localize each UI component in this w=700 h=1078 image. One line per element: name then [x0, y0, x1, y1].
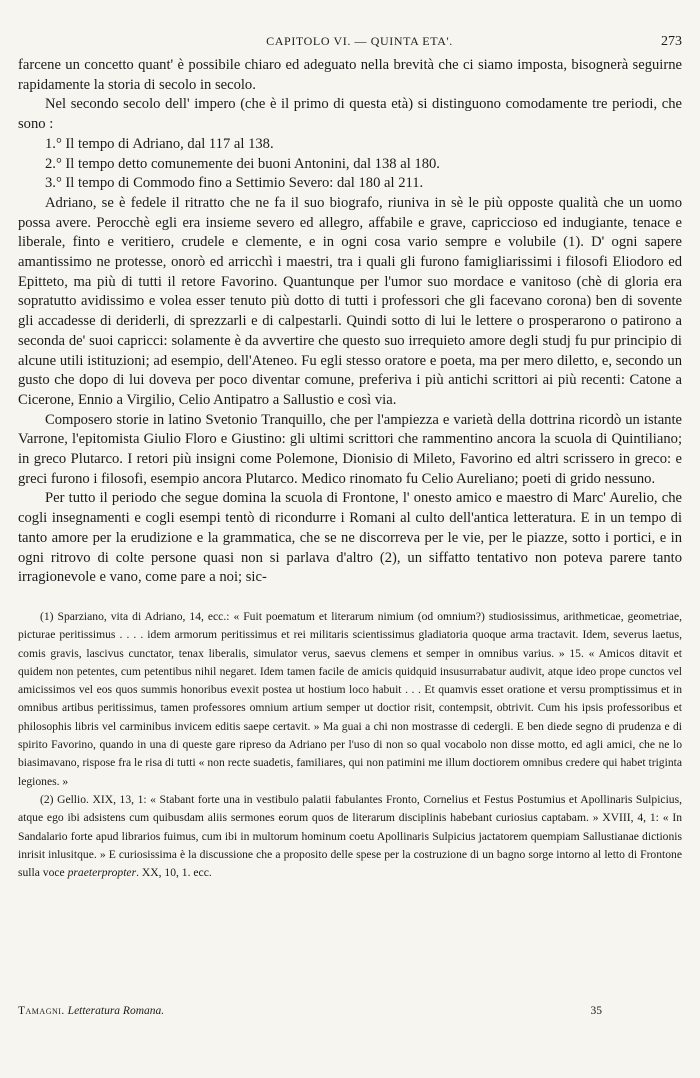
footnote-1: (1) Sparziano, vita di Adriano, 14, ecc.: « Fuit poematum et literarum nimium (od omnium?) studiosissimus, arithmeticae, geometriae, picturae peritissimus . . . . idem armorum peritissimus et rei militaris scientissimus gladiatoria quoque arma tractavit. Idem, severus laetus, comis gravis, lascivus cunctator, tenax liberalis, simulator verus, saevus clemens et semper in omnibus varius. » 15. « Amicos ditavit et quidem non petentes, cum petentibus nihil negaret. Idem tamen facile de amicis quidquid insusurrabatur audivit, atque ideo prope cunctos vel amicissimos vel eos quos summis honoribus evexit postea ut hostium loco habuit . . . Et quamvis esset oratione et versu promptissimus et in omnibus artibus peritissimus, tamen professores omnium artium semper ut doctior risit, contempsit, obtrivit. Cum his ipsis professoribus et philosophis libris vel carminibus invicem editis saepe certavit. » Ma guai a chi non mostrasse di cedergli. E ben diede segno di prudenza e di spirito Favorino, quando in una di queste gare ripreso da Adriano per l'uso di non so qual vocabolo non disse motto, ed agli amici, che ne lo biasimavano, rispose fra le risa di tutti « non recte suadetis, familiares, qui non patimini me illum doctiorem omnibus credere qui habet triginta legiones. »: [18, 609, 682, 788]
book-credit: [18, 1005, 164, 1017]
page-header: [18, 34, 682, 56]
author-name: Tamagni.: [18, 1005, 65, 1017]
list-item: 1.° Il tempo di Adriano, dal 117 al 138.: [45, 135, 274, 152]
book-page: [18, 34, 682, 882]
paragraph: Composero storie in latino Svetonio Tranquillo, che per l'ampiezza e varietà della dottrina ricordò un istante Varrone, l'epitomista Giulio Floro e Giustino: gli ultimi scrittori che rammentino ancora la scuola di Quintiliano; in greco Plutarco. I retori più insigni come Polemone, Dionisio di Mileto, Favorino ed altri scrissero in greco: e greci furono i filosofi, esempio ancora Plutarco. Medico rinomato fu Celio Aureliano; poeti di grido nessuno.: [18, 411, 682, 487]
paragraph: farcene un concetto quant' è possibile chiaro ed adeguato nella brevità che ci siamo imposta, bisognerà seguirne rapidamente la storia di secolo in secolo.: [18, 57, 682, 93]
page-number: 273: [661, 34, 682, 49]
paragraph: Per tutto il periodo che segue domina la scuola di Frontone, l' onesto amico e maestro di Marc' Aurelio, che cogli insegnamenti e cogli esempi tentò di ricondurre i Romani al culto dell'antica letteratura. E in un tempo di tanto amore per la erudizione e la grammatica, che se ne discorreva per le vie, per le piazze, sotto i portici, e in ogni ritrovo di colte persone quasi non si parlava d'altro (2), un siffatto tentativo non poteva parere tanto irragionevole e vano, come pare a noi; sic-: [18, 490, 682, 586]
book-title: Letteratura Romana.: [67, 1005, 165, 1017]
running-title: CAPITOLO VI. — QUINTA ETA'.: [266, 34, 453, 48]
main-text: [18, 56, 682, 588]
footnote-2: (2) Gellio. XIX, 13, 1: « Stabant forte una in vestibulo palatii fabulantes Fronto, Cornelius et Festus Postumius et Apollinaris Sulpicius, atque ego ibi adsistens cum quibusdam aliis sermones eorum quos de literarum disciplinis habebant curiosius captabam. » XVIII, 4, 1: « In Sandalario forte apud librarios fuimus, cum ibi in multorum hominum coetu Apollinaris Sulpicius jactatorem quempiam Sallustianae dictionis inrisit inlusitque. » E curiosissima è la discussione che a proposito delle spese per la costruzione di un bagno sorge intorno al letto di Frontone sulla voce praeterpropter. XX, 10, 1. ecc.: [18, 792, 682, 880]
paragraph: Adriano, se è fedele il ritratto che ne fa il suo biografo, riuniva in sè le più opposte qualità che un uomo possa avere. Perocchè egli era insieme severo ed allegro, affabile e grave, capriccioso ed indugiante, tenace e liberale, finto e veritiero, crudele e clemente, e in ogni cosa vario sempre e volubile (1). D' ogni sapere amantissimo ne protesse, onorò ed arricchì i maestri, tra i quali gli furono famigliarissimi i filosofi Eliodoro ed Epitteto, ma più di tutti il retore Favorino. Quantunque per l'umor suo mordace e vanitoso (chè di gloria era sopratutto avidissimo e volea esser tenuto più dotto di tutti i professori che gli facevano corona) ben di sovente gli accadesse di deriderli, di sprezzarli e di calpestarli. Quindi sotto di lui le lettere o prosperarono o patirono a seconda de' suoi capricci: solamente è da avvertire che questo suo irrequieto amore degli studj fu pur principio di alcune utili istituzioni; ad esempio, dell'Ateneo. Fu egli stesso oratore e poeta, ma per mero diletto, e, secondo un gusto che dopo di lui doveva per poco diventar comune, preferiva i più antichi scrittori ai più recenti: Catone a Cicerone, Ennio a Virgilio, Celio Antipatro a Sallustio e così via.: [18, 194, 682, 408]
list-item: 2.° Il tempo detto comunemente dei buoni Antonini, dal 138 al 180.: [45, 155, 440, 172]
list-item: 3.° Il tempo di Commodo fino a Settimio Severo: dal 180 al 211.: [45, 175, 424, 192]
page-footer: [18, 1005, 682, 1017]
signature-mark: 35: [590, 1005, 602, 1017]
paragraph: Nel secondo secolo dell' impero (che è il primo di questa età) si distinguono comodamente tre periodi, che sono :: [18, 96, 682, 133]
footnotes: [18, 608, 682, 882]
